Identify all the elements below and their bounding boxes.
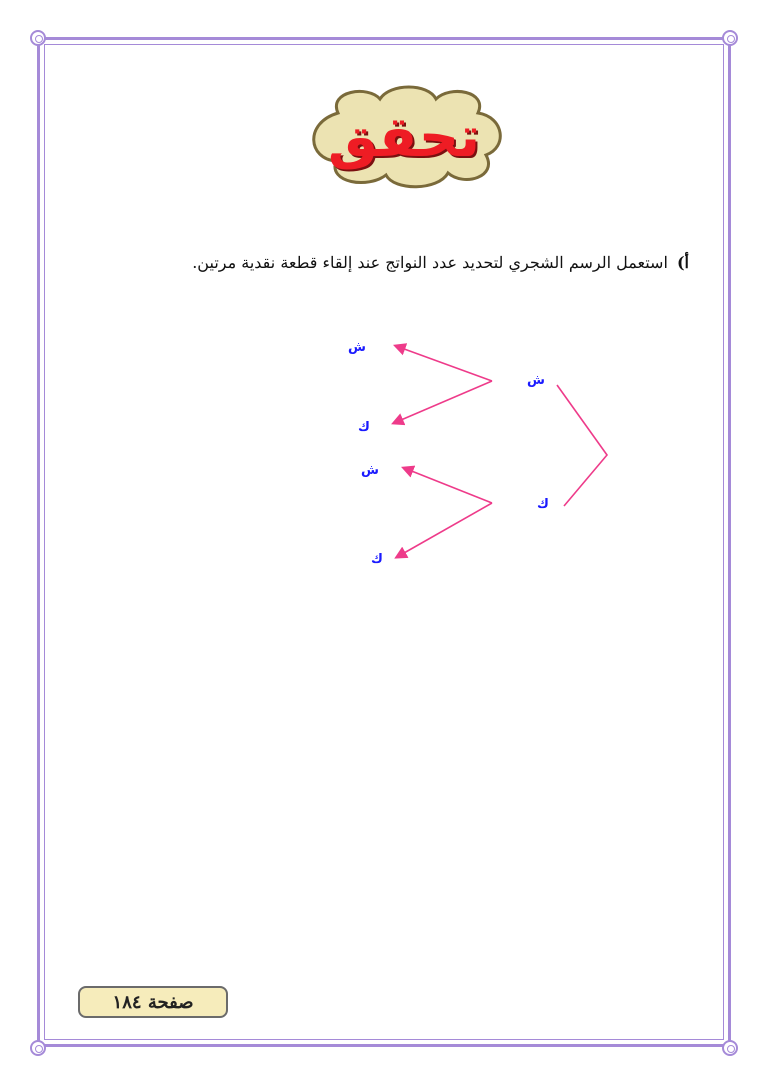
tree-root-branch xyxy=(557,385,607,506)
page-title: تحقق xyxy=(327,104,481,170)
tree-branch-1-1 xyxy=(396,346,492,381)
tree-branch-2-1 xyxy=(404,468,492,503)
question-text: استعمل الرسم الشجري لتحديد عدد النواتج عند إلقاء قطعة نقدية مرتين. xyxy=(192,253,668,272)
tree-node-root-1: ش xyxy=(527,373,545,388)
tree-branch-2-2 xyxy=(397,503,492,557)
tree-node-leaf-3: ش xyxy=(361,463,379,478)
tree-branch-1-2 xyxy=(394,381,492,423)
page-number-badge: صفحة ١٨٤ xyxy=(78,986,228,1018)
tree-node-leaf-4: ك xyxy=(371,552,383,567)
tree-node-root-2: ك xyxy=(537,497,549,512)
tree-node-leaf-1: ش xyxy=(348,340,366,355)
question-label: أ) xyxy=(676,253,689,272)
tree-node-leaf-2: ك xyxy=(358,420,370,435)
